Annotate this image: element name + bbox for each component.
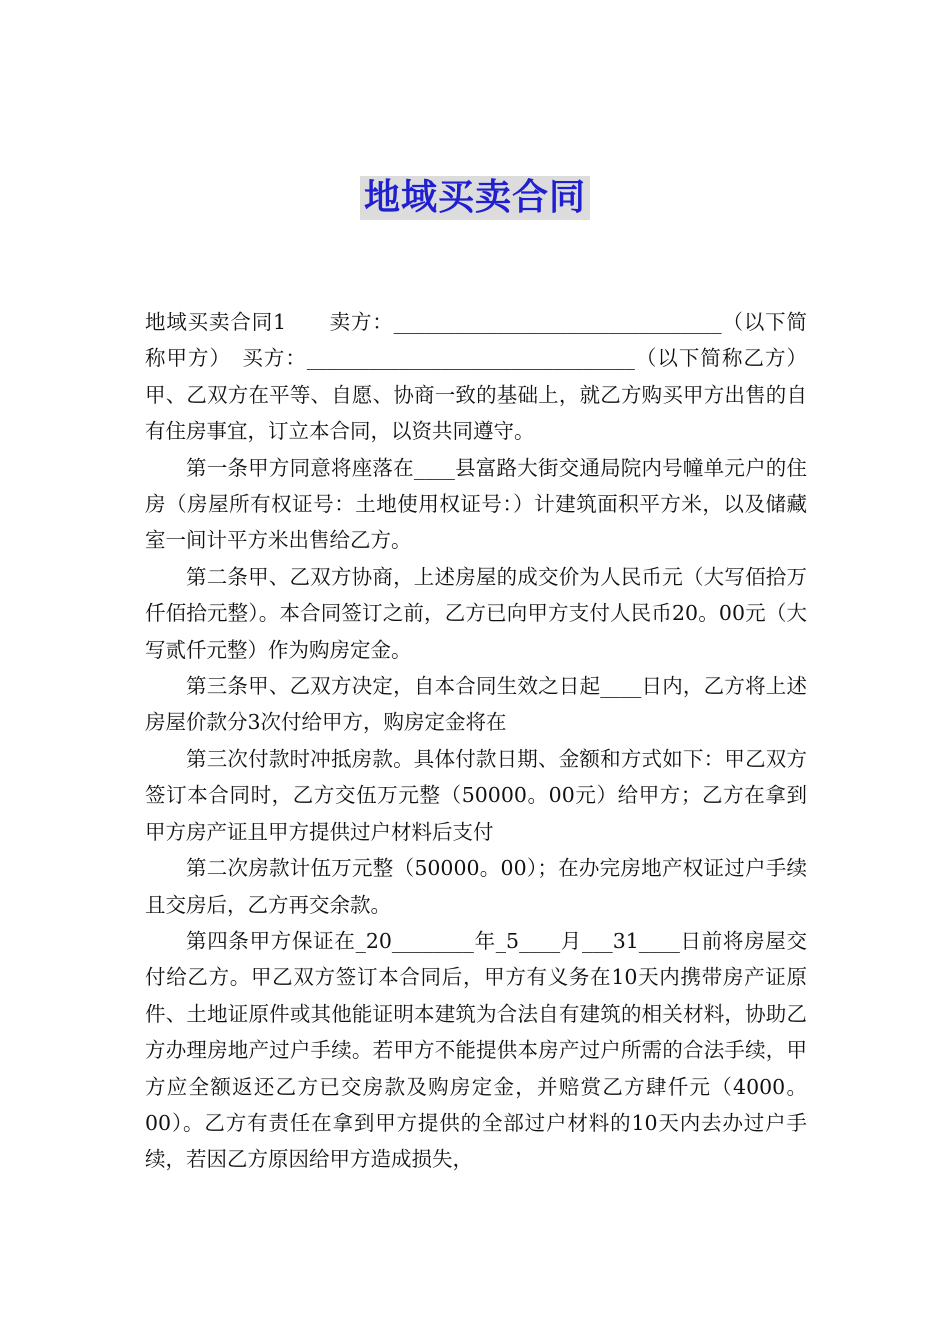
title-container bbox=[0, 176, 950, 220]
document-body bbox=[145, 304, 807, 1178]
paragraph-article-1: 第一条甲方同意将座落在____县富路大街交通局院内号幢单元户的住房（房屋所有权证号：土地使用权证号：）计建筑面积平方米，以及储藏室一间计平方米出售给乙方。 bbox=[145, 455, 807, 553]
paragraph-article-3-payment: 第三次付款时冲抵房款。具体付款日期、金额和方式如下：甲乙双方签订本合同时，乙方交伍万元整（50000。00元）给甲方；乙方在拿到甲方房产证且甲方提供过户材料后支付 bbox=[145, 746, 807, 844]
paragraph-article-2: 第二条甲、乙双方协商，上述房屋的成交价为人民币元（大写佰拾万仟佰拾元整）。本合同签订之前，乙方已向甲方支付人民币20。00元（大写贰仟元整）作为购房定金。 bbox=[145, 564, 807, 662]
paragraph-article-3-second-payment: 第二次房款计伍万元整（50000。00）；在办完房地产权证过户手续且交房后，乙方再交余款。 bbox=[145, 856, 807, 917]
paragraph-article-4: 第四条甲方保证在_20________年_5____月___31____日前将房屋交付给乙方。甲乙双方签订本合同后，甲方有义务在10天内携带房产证原件、土地证原件或其他能证明本建筑为合法自有建筑的相关材料，协助乙方办理房地产过户手续。若甲方不能提供本房产过户所需的合法手续，甲方应全额返还乙方已交房款及购房定金，并赔赏乙方肆仟元（4000。00）。乙方有责任在拿到甲方提供的全部过户材料的10天内去办过户手续，若因乙方原因给甲方造成损失， bbox=[145, 928, 807, 1172]
paragraph-article-3: 第三条甲、乙双方决定，自本合同生效之日起____日内，乙方将上述房屋价款分3次付给甲方，购房定金将在 bbox=[145, 674, 807, 735]
document-title: 地域买卖合同 bbox=[360, 176, 590, 220]
paragraph-intro: 地域买卖合同1 卖方：________________________________（以下简称甲方） 买方：________________________________（以下简称乙方） 甲、乙双方在平等、自愿、协商一致的基础上，就乙方购买甲方出售的自有住房事宜，订立本合同，以资共同遵守。 bbox=[145, 310, 807, 444]
